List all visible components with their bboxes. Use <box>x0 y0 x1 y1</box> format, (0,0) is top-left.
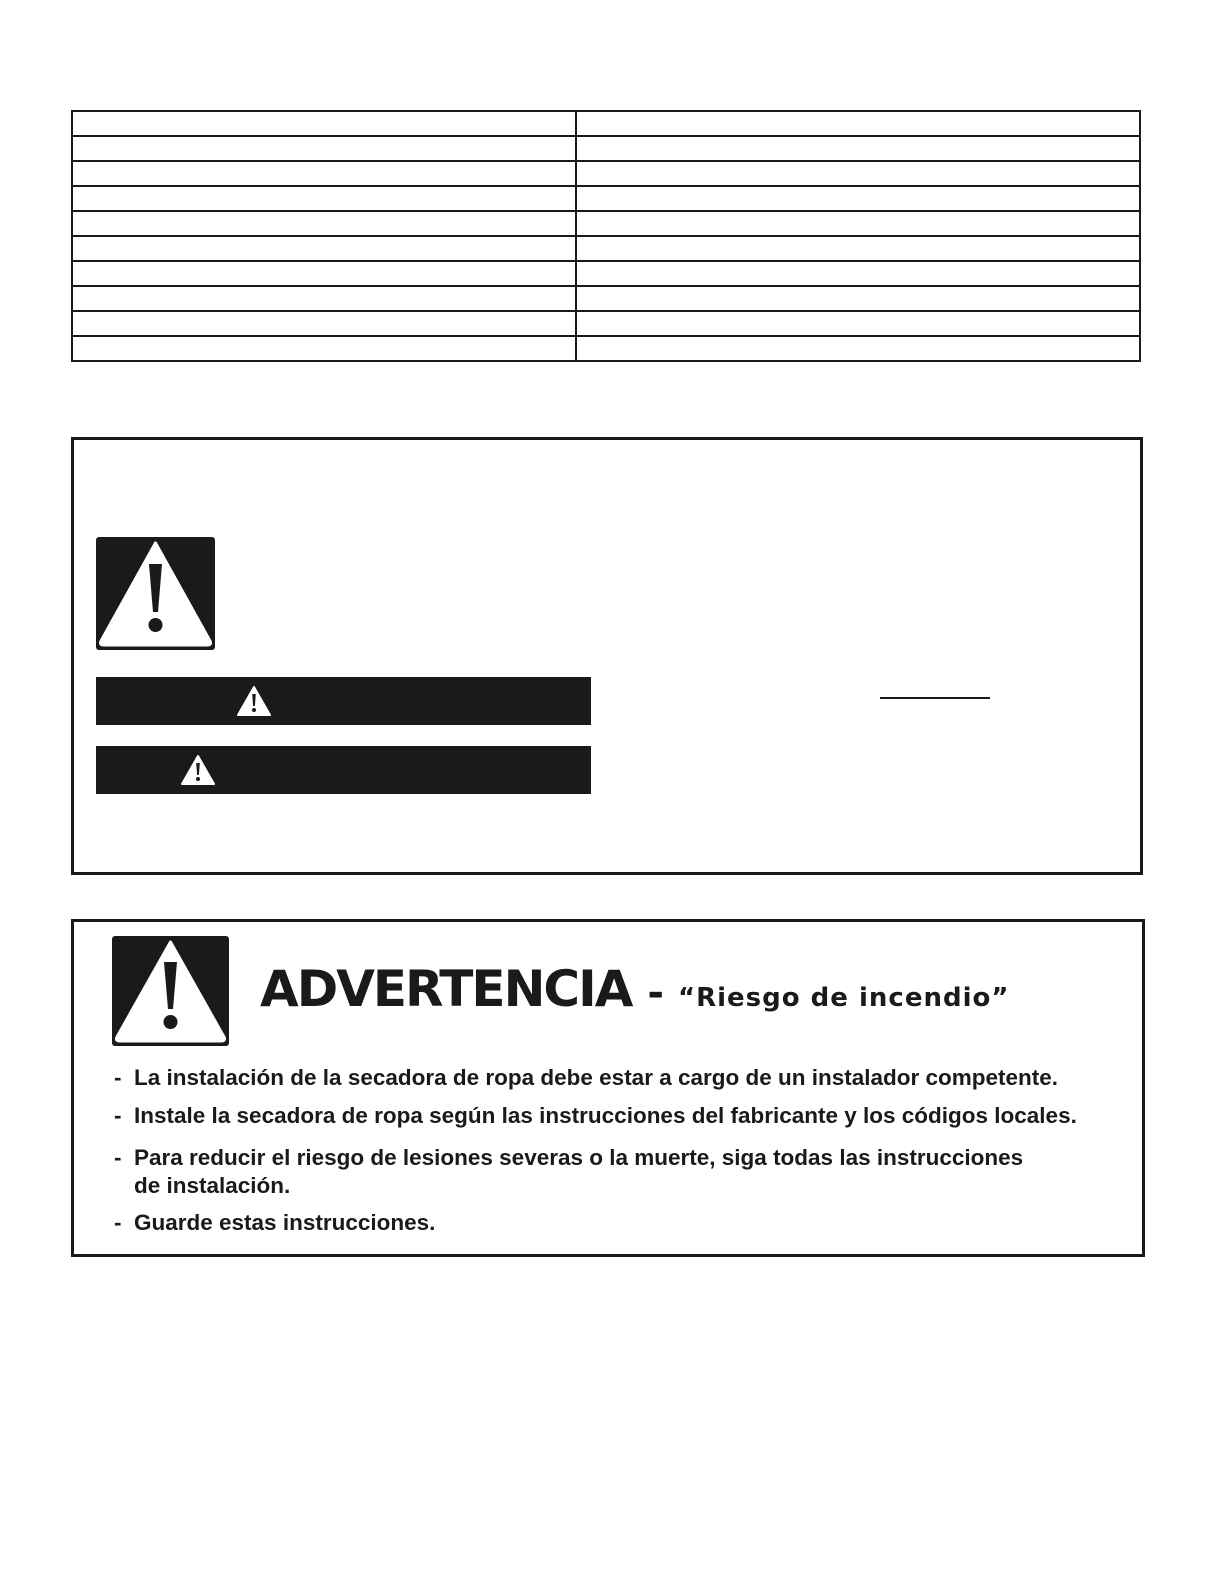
warning-title <box>260 960 1009 1018</box>
warning-triangle-icon <box>236 685 272 717</box>
warning-triangle-icon <box>112 936 229 1046</box>
table-row <box>72 261 1140 286</box>
table-row <box>72 111 1140 136</box>
title-separator: - <box>647 970 665 1016</box>
signal-word: ADVERTENCIA <box>260 960 632 1018</box>
table-cell <box>72 161 576 186</box>
table-cell <box>72 211 576 236</box>
table-cell <box>576 211 1140 236</box>
table-cell <box>576 161 1140 186</box>
table-cell <box>576 186 1140 211</box>
warning-list <box>114 1064 1077 1237</box>
list-item <box>114 1064 1077 1092</box>
table-cell <box>72 261 576 286</box>
table-row <box>72 311 1140 336</box>
table-cell <box>576 261 1140 286</box>
table-row <box>72 286 1140 311</box>
table-cell <box>72 186 576 211</box>
table-cell <box>72 136 576 161</box>
contents-table <box>71 110 1141 362</box>
table-cell <box>72 286 576 311</box>
list-item-text-continued: de instalación. <box>134 1173 291 1198</box>
list-dash: - <box>114 1103 122 1128</box>
table-row <box>72 136 1140 161</box>
list-item-text: La instalación de la secadora de ropa debe estar a cargo de un instalador competente. <box>134 1065 1059 1090</box>
list-item <box>114 1209 1077 1237</box>
table-cell <box>576 111 1140 136</box>
table-cell <box>576 236 1140 261</box>
danger-signal-bar <box>96 677 591 725</box>
list-item <box>114 1144 1077 1200</box>
table-row <box>72 236 1140 261</box>
list-item-text: Para reducir el riesgo de lesiones severas o la muerte, siga todas las instrucciones <box>134 1145 1024 1170</box>
warning-signal-bar <box>96 746 591 794</box>
warning-subtitle: “Riesgo de incendio” <box>678 983 1010 1013</box>
table-cell <box>72 111 576 136</box>
fire-warning-box <box>71 919 1145 1257</box>
warning-triangle-icon <box>180 754 216 786</box>
list-item-text: Guarde estas instrucciones. <box>134 1210 436 1235</box>
table-cell <box>576 286 1140 311</box>
table-row <box>72 186 1140 211</box>
table-cell <box>576 311 1140 336</box>
table-cell <box>72 336 576 361</box>
underline-rule <box>880 697 990 699</box>
table-cell <box>72 311 576 336</box>
list-item <box>114 1102 1077 1130</box>
table-row <box>72 161 1140 186</box>
list-item-text: Instale la secadora de ropa según las instrucciones del fabricante y los códigos locales. <box>134 1103 1077 1128</box>
safety-box <box>71 437 1143 875</box>
table-cell <box>576 136 1140 161</box>
warning-triangle-icon <box>96 537 215 650</box>
table-cell <box>576 336 1140 361</box>
list-dash: - <box>114 1210 122 1235</box>
table-row <box>72 336 1140 361</box>
table-row <box>72 211 1140 236</box>
list-dash: - <box>114 1145 122 1170</box>
list-dash: - <box>114 1065 122 1090</box>
table-cell <box>72 236 576 261</box>
